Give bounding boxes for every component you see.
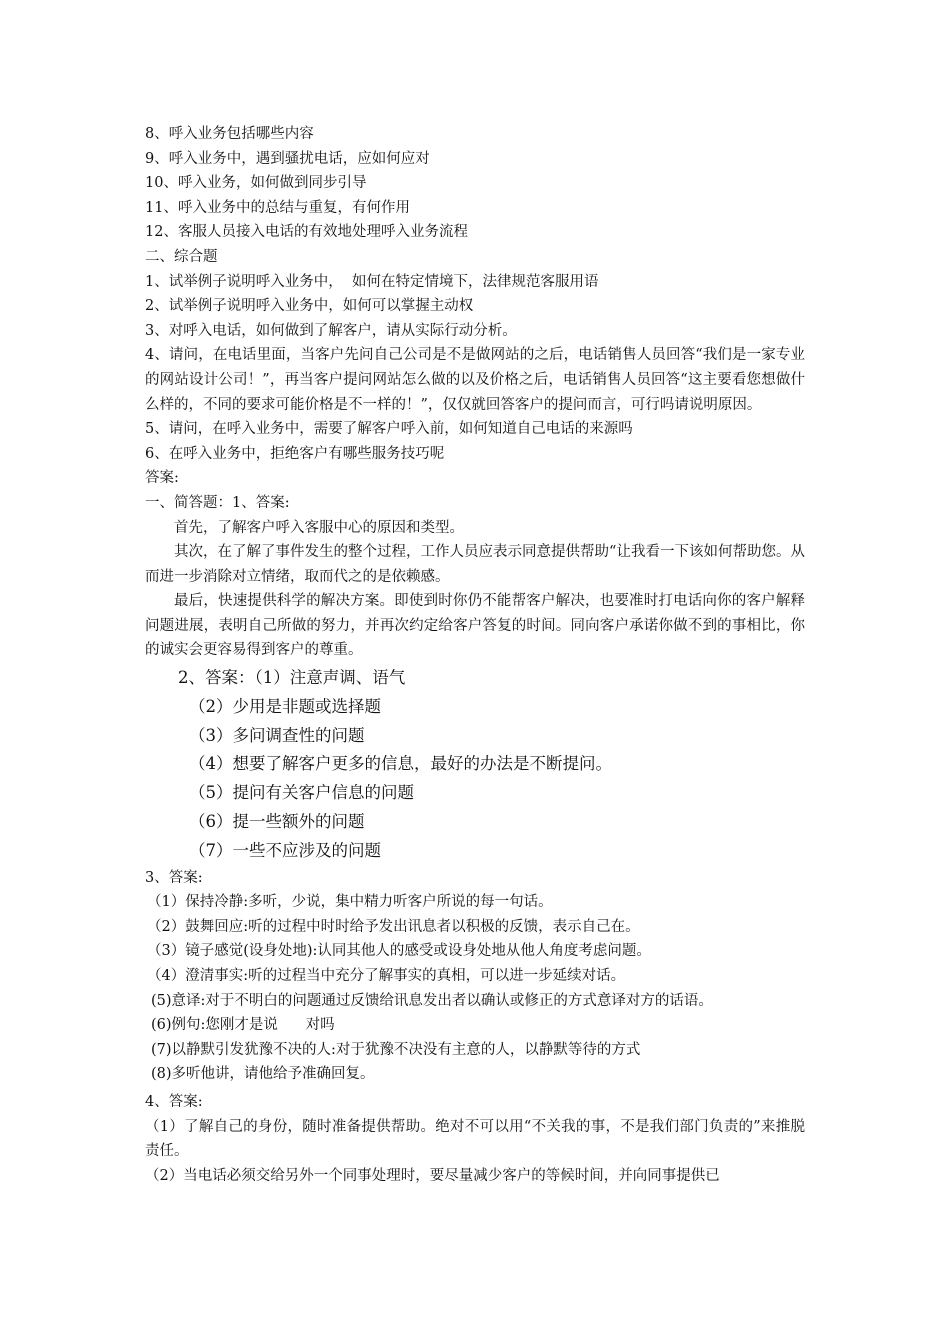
comprehensive-question-3: 3、对呼入电话，如何做到了解客户，请从实际行动分析。 — [145, 322, 517, 339]
answer-3-item: (5)意译:对于不明白的问题通过反馈给讯息发出者以确认或修正的方式意译对方的话语。 — [151, 992, 713, 1009]
answer-2-item: （5）提问有关客户信息的问题 — [189, 783, 414, 803]
answer-3-item: (7)以静默引发犹豫不决的人:对于犹豫不决没有主意的人，以静默等待的方式 — [151, 1041, 641, 1058]
answer-1-paragraph: 最后，快速提供科学的解决方案。即使到时你仍不能帮客户解决，也要准时打电话向你的客户解释问题进展，表明自己所做的努力，并再次约定给客户答复的时间。同向客户承诺你做不到的事相比，你的诚实会更容易得到客户的尊重。 — [145, 593, 805, 659]
question-12: 12、客服人员接入电话的有效地处理呼入业务流程 — [145, 224, 468, 241]
answer-2-block — [145, 664, 805, 866]
answer-3-item: (6)例句:您刚才是说 对吗 — [151, 1017, 335, 1034]
answer-3-heading: 3、答案: — [145, 869, 203, 886]
comprehensive-question-2: 2、试举例子说明呼入业务中，如何可以掌握主动权 — [145, 298, 474, 315]
question-8: 8、呼入业务包括哪些内容 — [145, 126, 314, 142]
question-10: 10、呼入业务，如何做到同步引导 — [145, 175, 367, 192]
answer-2-item: （4）想要了解客户更多的信息，最好的办法是不断提问。 — [189, 754, 612, 774]
answer-3-item: （4）澄清事实:听的过程当中充分了解事实的真相，可以进一步延续对话。 — [147, 968, 626, 985]
answer-4-item: （2）当电话必须交给另外一个同事处理时，要尽量减少客户的等候时间，并向同事提供已 — [145, 1167, 720, 1184]
question-list — [145, 122, 805, 245]
question-11: 11、呼入业务中的总结与重复，有何作用 — [145, 199, 410, 216]
comprehensive-question-1: 1、试举例子说明呼入业务中， 如何在特定情境下，法律规范客服用语 — [145, 273, 599, 290]
answer-2-item: （7）一些不应涉及的问题 — [189, 840, 381, 860]
answer-3-item: （2）鼓舞回应:听的过程中时时给予发出讯息者以积极的反馈，表示自己在。 — [147, 918, 640, 935]
answer-1-paragraph: 其次，在了解了事件发生的整个过程，工作人员应表示同意提供帮助“让我看一下该如何帮助您。从而进一步消除对立情绪，取而代之的是依赖感。 — [145, 544, 805, 585]
question-9: 9、呼入业务中，遇到骚扰电话，应如何应对 — [145, 150, 430, 167]
document-page — [145, 122, 805, 1188]
answer-4-item: （1）了解自己的身份，随时准备提供帮助。绝对不可以用“不关我的事，不是我们部门负责的”来推脱责任。 — [145, 1118, 805, 1160]
comprehensive-question-6: 6、在呼入业务中，拒绝客户有哪些服务技巧呢 — [145, 445, 445, 462]
answer-3-item: （1）保持冷静:多听，少说，集中精力听客户所说的每一句话。 — [147, 894, 553, 911]
answer-2-item: （3）多问调查性的问题 — [189, 725, 365, 745]
answer-2-item: （6）提一些额外的问题 — [189, 812, 365, 832]
answer-2-item: （2）少用是非题或选择题 — [189, 696, 381, 716]
section-heading-comprehensive: 二、综合题 — [145, 248, 218, 265]
answer-1-heading: 一、简答题：1、答案: — [145, 494, 290, 511]
answer-3-item: (8)多听他讲，请他给予准确回复。 — [151, 1066, 375, 1083]
answers-heading: 答案: — [145, 470, 179, 487]
answer-1-paragraph: 首先，了解客户呼入客服中心的原因和类型。 — [174, 519, 464, 536]
answer-3-list — [145, 890, 805, 1087]
comprehensive-question-5: 5、请问，在呼入业务中，需要了解客户呼入前，如何知道自己电话的来源吗 — [145, 421, 633, 438]
answer-2-item: 2、答案：（1）注意声调、语气 — [178, 668, 406, 688]
comprehensive-question-4: 4、请问，在电话里面，当客户先问自己公司是不是做网站的之后，电话销售人员回答“我们是一家专业的网站设计公司！”，再当客户提问网站怎么做的以及价格之后，电话销售人员回答“这主要看您想做什么样的，不同的要求可能价格是不一样的！”，仅仅就回答客户的提问而言，可行吗请说明原因。 — [145, 347, 805, 413]
answer-3-item: （3）镜子感觉(设身处地):认同其他人的感受或设身处地从他人角度考虑问题。 — [147, 943, 651, 960]
answer-4-heading: 4、答案: — [145, 1093, 203, 1110]
